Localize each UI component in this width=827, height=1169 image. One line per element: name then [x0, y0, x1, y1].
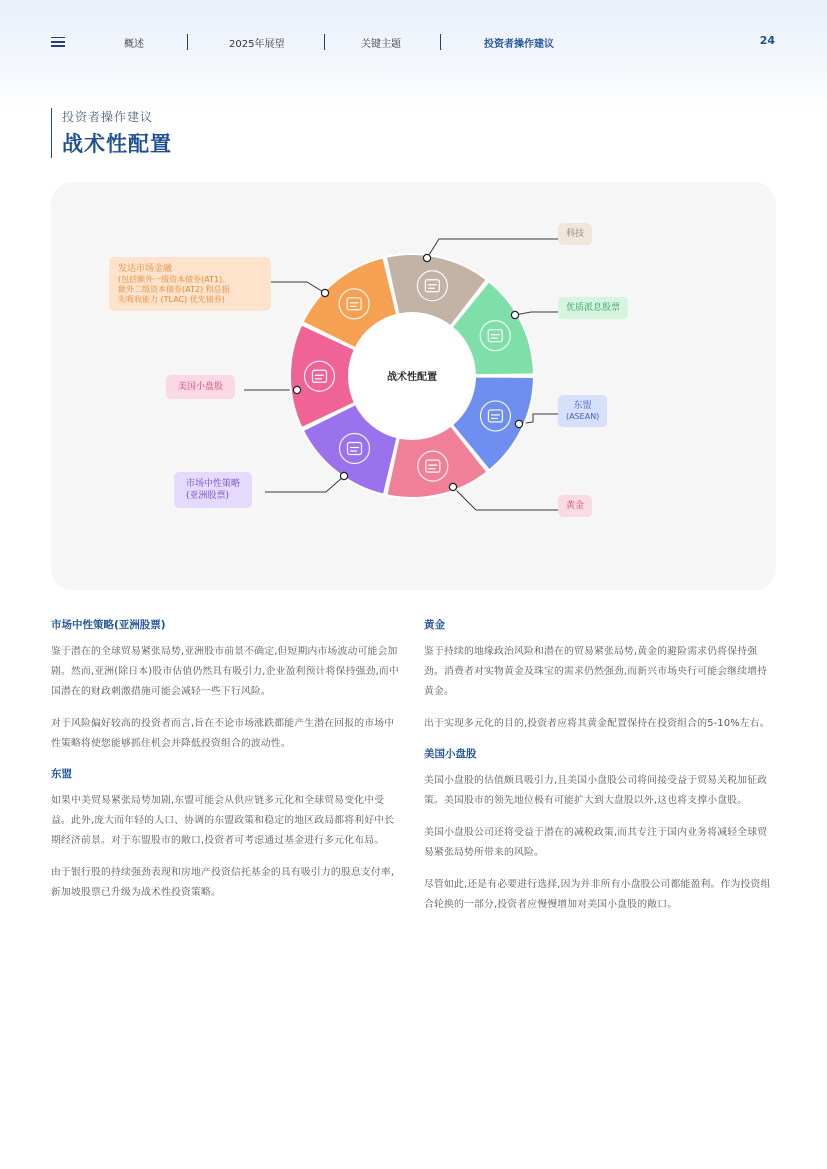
nav-separator [187, 34, 188, 50]
connector-dot-dividend [511, 311, 518, 318]
tag-dm-finance-sub: (包括额外一级资本债券(AT1)、 额外二级资本债券(AT2) 和总损 失吸收能力 (TLAC) 优先债券) [118, 275, 231, 304]
connector-dot-us-smallcap [293, 386, 300, 393]
donut-center-label: 战术性配置 [387, 372, 437, 383]
connector-market-neutral [265, 476, 344, 492]
tag-tech-label: 科技 [566, 229, 585, 239]
connector-gold [453, 487, 558, 510]
tag-us-smallcap [166, 375, 235, 399]
nav-separator [324, 34, 325, 50]
paragraph: 如果中美贸易紧张局势加剧,东盟可能会从供应链多元化和全球贸易变化中受益。此外,庞大而年轻的人口、协调的东盟政策和稳定的地区政局都将利好中长期经济前景。对于东盟股市的敞口,投资者可考虑通过基金进行多元化布局。 [51, 795, 395, 846]
connector-dm-finance [271, 282, 325, 293]
section-market-neutral [51, 617, 403, 754]
connector-dividend [515, 312, 558, 315]
nav-item-themes[interactable]: 关键主题 [361, 39, 401, 50]
nav-item-overview[interactable]: 概述 [124, 39, 144, 50]
allocation-diagram-panel [51, 182, 776, 590]
allocation-donut-chart [51, 182, 776, 590]
heading-asean: 东盟 [51, 768, 72, 780]
tag-asean [558, 395, 607, 427]
tag-gold-label: 黄金 [566, 501, 585, 511]
page-number: 24 [759, 34, 775, 47]
connector-dot-dm-finance [321, 289, 328, 296]
tag-dividend [558, 297, 628, 319]
menu-icon[interactable] [51, 37, 65, 47]
connector-dot-asean [515, 420, 522, 427]
right-column [424, 617, 776, 927]
tag-asean-label: 东盟 [573, 401, 592, 411]
section-label: 投资者操作建议 [62, 110, 154, 124]
connector-dot-tech [423, 254, 430, 261]
left-column [51, 617, 403, 915]
heading-gold: 黄金 [424, 619, 445, 631]
section-asean [51, 766, 403, 903]
nav-item-outlook[interactable]: 2025年展望 [229, 39, 285, 50]
tag-dm-finance [109, 257, 271, 311]
paragraph: 出于实现多元化的目的,投资者应将其黄金配置保持在投资组合的5-10%左右。 [424, 718, 770, 729]
connector-dot-gold [449, 483, 456, 490]
tag-dividend-label: 优质派息股票 [566, 303, 621, 313]
title-block [51, 108, 172, 158]
paragraph: 对于风险偏好较高的投资者而言,旨在不论市场涨跌都能产生潜在回报的市场中性策略将使您能够抓住机会并降低投资组合的波动性。 [51, 718, 395, 749]
tag-gold [558, 495, 592, 517]
tag-dm-finance-label: 发达市场金融 [118, 264, 173, 274]
paragraph: 鉴于潜在的全球贸易紧张局势,亚洲股市前景不确定,但短期内市场波动可能会加剧。然而,亚洲(除日本)股市估值仍然具有吸引力,企业盈利预计将保持强劲,而中国潜在的财政刺激措施可能会减轻一些下行风险。 [51, 646, 399, 697]
tag-tech [558, 223, 592, 245]
connector-dot-market-neutral [340, 472, 347, 479]
paragraph: 由于银行股的持续强劲表现和房地产投资信托基金的具有吸引力的股息支付率,新加坡股票已升级为战术性投资策略。 [51, 867, 395, 898]
page-title: 战术性配置 [62, 132, 172, 156]
tag-market-neutral-sub: (亚洲股票) [186, 491, 230, 501]
heading-market-neutral: 市场中性策略(亚洲股票) [51, 619, 166, 631]
nav-separator [440, 34, 441, 50]
heading-us-smallcap: 美国小盘股 [424, 748, 477, 760]
top-nav [0, 30, 827, 54]
section-gold [424, 617, 776, 734]
paragraph: 美国小盘股公司还将受益于潜在的减税政策,而其专注于国内业务将减轻全球贸易紧张局势所带来的风险。 [424, 827, 768, 858]
header-band [0, 0, 827, 110]
paragraph: 鉴于持续的地缘政治风险和潜在的贸易紧张局势,黄金的避险需求仍将保持强劲。消费者对实物黄金及珠宝的需求仍然强劲,而新兴市场央行可能会继续增持黄金。 [424, 646, 768, 697]
tag-market-neutral-label: 市场中性策略 [186, 479, 241, 489]
tag-us-smallcap-label: 美国小盘股 [178, 382, 224, 392]
section-us-smallcap [424, 746, 776, 915]
tag-market-neutral [174, 472, 252, 508]
connector-tech [427, 239, 558, 258]
paragraph: 尽管如此,还是有必要进行选择,因为并非所有小盘股公司都能盈利。作为投资组合轮换的一部分,投资者应慢慢增加对美国小盘股的敞口。 [424, 879, 771, 910]
tag-asean-sub: (ASEAN) [566, 412, 600, 421]
paragraph: 美国小盘股的估值颇具吸引力,且美国小盘股公司将间接受益于贸易关税加征政策。美国股市的领先地位极有可能扩大到大盘股以外,这也将支撑小盘股。 [424, 775, 768, 806]
nav-item-investor-actions[interactable]: 投资者操作建议 [484, 39, 554, 50]
